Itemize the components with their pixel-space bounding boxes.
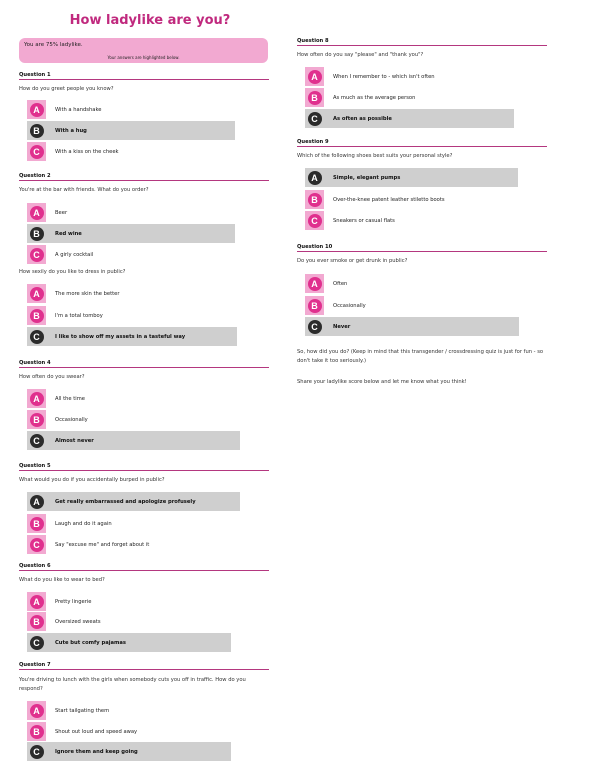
answer-label: Beer <box>55 209 68 216</box>
answer-letter-badge <box>305 67 324 86</box>
answer-label: Occasionally <box>55 416 88 423</box>
answer-option-selected[interactable] <box>27 121 235 140</box>
answer-letter-badge <box>27 535 46 554</box>
answer-label: I'm a total tomboy <box>55 312 103 319</box>
answer-option-selected[interactable] <box>305 168 518 187</box>
answer-option[interactable] <box>27 203 67 222</box>
answer-letter-badge <box>27 722 46 741</box>
answer-letter: A <box>30 206 44 220</box>
answer-option-selected[interactable] <box>305 109 514 128</box>
answer-option[interactable] <box>27 592 91 611</box>
answer-letter-badge <box>27 224 46 243</box>
question-text: You're at the bar with friends. What do you order? <box>19 187 149 193</box>
question-heading: Question 2 <box>19 173 269 181</box>
result-note: Your answers are highlighted below. <box>107 55 180 60</box>
answer-letter-badge <box>305 211 324 230</box>
answer-label: Ignore them and keep going <box>55 748 138 755</box>
answer-label: Say "excuse me" and forget about it <box>55 541 150 548</box>
answer-letter: C <box>30 538 44 552</box>
answer-letter: C <box>308 320 322 334</box>
answer-option-selected[interactable] <box>27 633 231 652</box>
answer-letter-badge <box>27 121 46 140</box>
answer-option-selected[interactable] <box>27 224 235 243</box>
answer-label: Simple, elegant pumps <box>333 174 401 181</box>
answer-letter-badge <box>27 306 46 325</box>
answer-label: With a handshake <box>55 106 102 113</box>
answer-letter-badge <box>305 88 324 107</box>
answer-label: Never <box>333 323 351 330</box>
answer-label: Cute but comfy pajamas <box>55 639 126 646</box>
answer-option[interactable] <box>27 389 85 408</box>
question-text: How do you greet people you know? <box>19 86 114 92</box>
question-text: You're driving to lunch with the girls when somebody cuts you off in traffic. How do you respond? <box>19 677 246 692</box>
answer-label: Start tailgating them <box>55 707 110 714</box>
question-heading: Question 7 <box>19 662 269 670</box>
answer-letter-badge <box>27 633 46 652</box>
score-text: You are 75% ladylike. <box>24 42 83 48</box>
answer-letter: C <box>30 330 44 344</box>
answer-letter: A <box>30 495 44 509</box>
answer-letter-badge <box>305 190 324 209</box>
answer-label: Over-the-knee patent leather stiletto boots <box>333 196 445 203</box>
answer-letter: A <box>308 171 322 185</box>
answer-letter: C <box>30 248 44 262</box>
question-text: How often do you swear? <box>19 374 85 380</box>
answer-letter: B <box>30 413 44 427</box>
answer-letter: B <box>30 124 44 138</box>
answer-label: All the time <box>55 395 85 402</box>
answer-option[interactable] <box>27 306 103 325</box>
answer-label: Pretty lingerie <box>55 598 92 605</box>
question-heading: Question 10 <box>297 244 547 252</box>
answer-letter: B <box>308 91 322 105</box>
answer-letter-badge <box>27 389 46 408</box>
answer-letter: B <box>30 227 44 241</box>
answer-label: Occasionally <box>333 302 366 309</box>
question-heading: Question 9 <box>297 139 547 147</box>
question-heading: Question 8 <box>297 38 547 46</box>
answer-letter: A <box>30 595 44 609</box>
answer-letter-badge <box>27 100 46 119</box>
question-heading: Question 6 <box>19 563 269 571</box>
answer-label: A girly cocktail <box>55 251 94 258</box>
result-banner <box>19 38 268 63</box>
answer-letter-badge <box>27 142 46 161</box>
answer-option-selected[interactable] <box>27 431 240 450</box>
answer-option-selected[interactable] <box>305 317 519 336</box>
answer-letter: C <box>30 434 44 448</box>
answer-option-selected[interactable] <box>27 742 231 761</box>
answer-letter-badge <box>27 492 46 511</box>
answer-letter: B <box>30 309 44 323</box>
question-text: What would you do if you accidentally burped in public? <box>19 477 165 483</box>
answer-option[interactable] <box>305 274 347 293</box>
answer-option-selected[interactable] <box>27 492 240 511</box>
answer-option[interactable] <box>305 88 415 107</box>
answer-letter-badge <box>305 168 324 187</box>
answer-letter: A <box>308 277 322 291</box>
question-heading: Question 1 <box>19 72 269 80</box>
answer-label: I like to show off my assets in a tasteful way <box>55 333 186 340</box>
page-title: How ladylike are you? <box>69 13 231 28</box>
answer-option[interactable] <box>27 410 88 429</box>
answer-label: Laugh and do it again <box>55 520 112 527</box>
answer-letter-badge <box>305 109 324 128</box>
answer-letter-badge <box>305 274 324 293</box>
answer-label: As often as possible <box>333 115 392 122</box>
question-text: What do you like to wear to bed? <box>19 577 105 583</box>
answer-letter: A <box>30 287 44 301</box>
question-text: Which of the following shoes best suits your personal style? <box>297 153 453 159</box>
answer-letter: B <box>30 615 44 629</box>
answer-option[interactable] <box>27 514 112 533</box>
answer-option-selected[interactable] <box>27 327 237 346</box>
answer-letter: B <box>308 299 322 313</box>
answer-label: Oversized sweats <box>55 618 101 625</box>
answer-letter: A <box>30 103 44 117</box>
answer-option[interactable] <box>27 535 149 554</box>
answer-option[interactable] <box>27 722 137 741</box>
answer-label: Sneakers or casual flats <box>333 217 395 224</box>
answer-label: With a kiss on the cheek <box>55 148 119 155</box>
answer-letter-badge <box>27 245 46 264</box>
closing-paragraph: So, how did you do? (Keep in mind that this transgender / crossdressing quiz is just for fun - so don't take it too seriously.) <box>297 349 544 364</box>
answer-option[interactable] <box>27 701 109 720</box>
answer-letter: C <box>30 145 44 159</box>
answer-letter-badge <box>27 431 46 450</box>
answer-letter: C <box>308 112 322 126</box>
answer-option[interactable] <box>305 296 366 315</box>
answer-label: With a hug <box>55 127 87 134</box>
answer-letter-badge <box>27 327 46 346</box>
answer-letter-badge <box>27 410 46 429</box>
answer-label: The more skin the better <box>55 290 120 297</box>
answer-letter-badge <box>27 612 46 631</box>
answer-option[interactable] <box>27 142 119 161</box>
answer-letter: C <box>30 745 44 759</box>
answer-label: As much as the average person <box>333 94 416 101</box>
answer-option[interactable] <box>27 100 101 119</box>
answer-label: Almost never <box>55 437 94 444</box>
question-heading: Question 5 <box>19 463 269 471</box>
question-text: How sexily do you like to dress in public? <box>19 269 126 275</box>
answer-letter: A <box>308 70 322 84</box>
answer-option[interactable] <box>27 284 120 303</box>
answer-label: Get really embarrassed and apologize profusely <box>55 498 196 505</box>
answer-option[interactable] <box>305 190 445 209</box>
answer-letter-badge <box>27 514 46 533</box>
answer-letter-badge <box>27 284 46 303</box>
answer-letter: A <box>30 392 44 406</box>
answer-letter-badge <box>27 592 46 611</box>
answer-letter-badge <box>27 701 46 720</box>
answer-option[interactable] <box>305 67 435 86</box>
answer-label: Shout out loud and speed away <box>55 728 138 735</box>
answer-letter: C <box>308 214 322 228</box>
share-paragraph: Share your ladylike score below and let me know what you think! <box>297 379 467 385</box>
answer-letter-badge <box>305 317 324 336</box>
answer-option[interactable] <box>27 612 101 631</box>
answer-letter: A <box>30 704 44 718</box>
question-text: Do you ever smoke or get drunk in public? <box>297 258 408 264</box>
answer-letter-badge <box>305 296 324 315</box>
answer-option[interactable] <box>27 245 93 264</box>
answer-option[interactable] <box>305 211 395 230</box>
answer-letter: C <box>30 636 44 650</box>
question-heading: Question 4 <box>19 360 269 368</box>
answer-letter: B <box>30 725 44 739</box>
answer-letter: B <box>30 517 44 531</box>
answer-label: Often <box>333 280 348 287</box>
answer-label: Red wine <box>55 230 82 237</box>
answer-letter-badge <box>27 203 46 222</box>
answer-letter-badge <box>27 742 46 761</box>
answer-label: When I remember to - which isn't often <box>333 73 435 80</box>
question-text: How often do you say "please" and "thank you"? <box>297 52 424 58</box>
answer-letter: B <box>308 193 322 207</box>
